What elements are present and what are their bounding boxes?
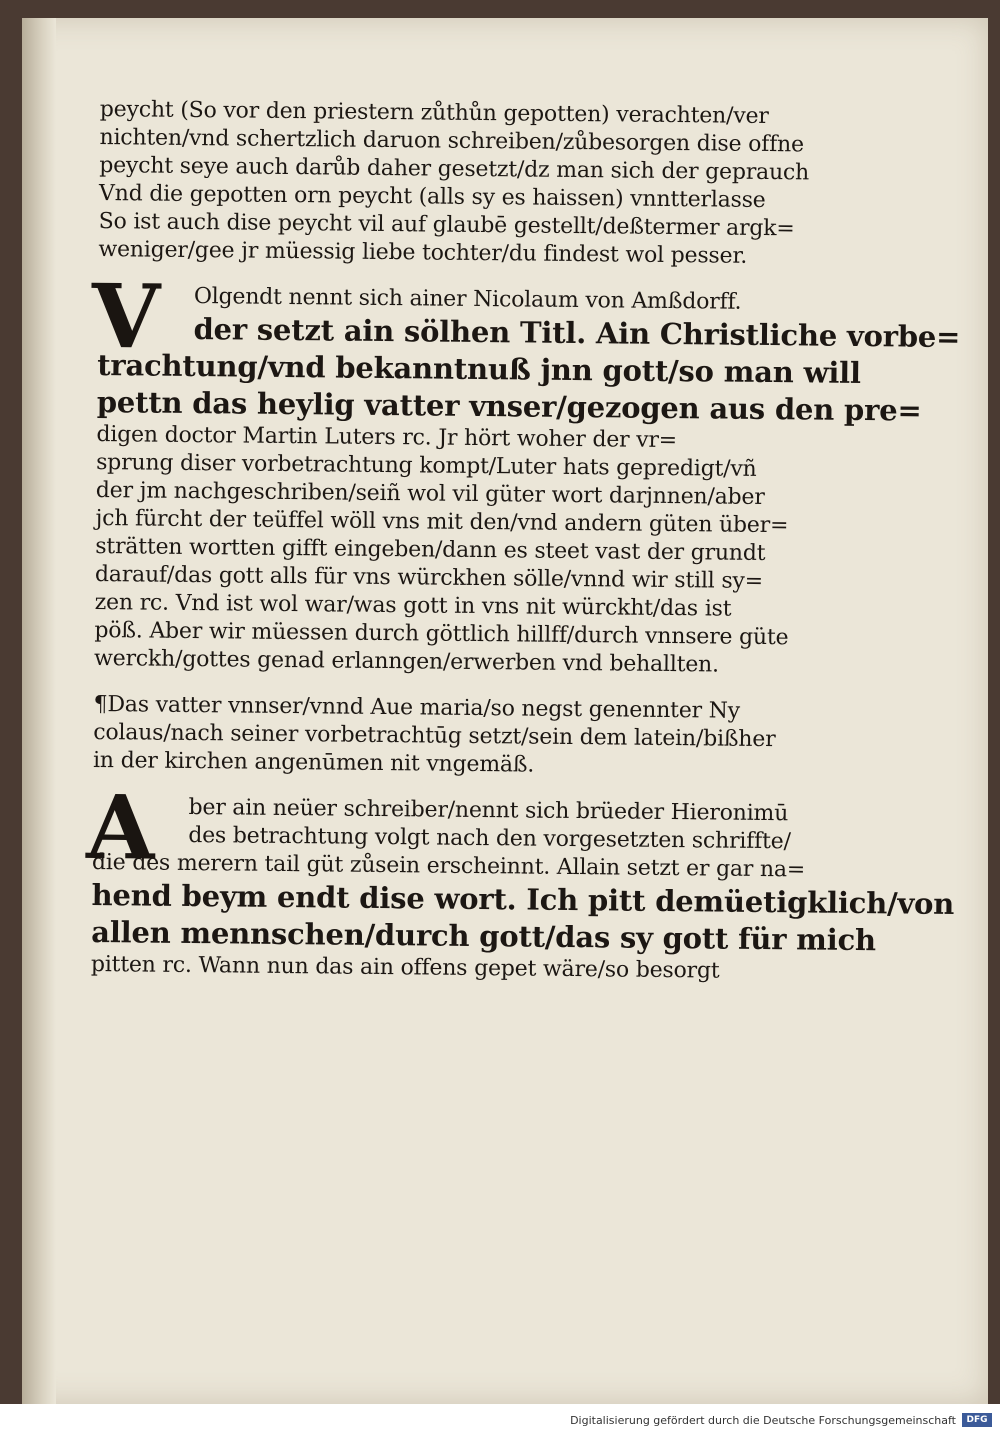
- funding-credit: Digitalisierung gefördert durch die Deutsche Forschungsgemeinschaft: [570, 1414, 956, 1427]
- text-line: strätten wortten gifft eingeben/dann es steet vast der grundt: [95, 533, 766, 566]
- text-line: allen mennschen/durch gott/das sy gott für mich: [91, 914, 877, 958]
- text-line: peycht (So vor den priestern zůthůn gepotten) verachten/ver: [99, 96, 769, 130]
- text-line: des betrachtung volgt nach den vorgesetzten schriffte/: [188, 822, 791, 855]
- text-line: in der kirchen angenūmen nit vngemäß.: [92, 747, 535, 778]
- footer-bar: [0, 1404, 1000, 1440]
- text-line: So ist auch dise peycht vil auf glaubē gestellt/deßtermer argk=: [98, 208, 795, 242]
- text-line: nichten/vnd schertzlich daruon schreiben/zůbesorgen dise offne: [99, 124, 805, 158]
- text-line: trachtung/vnd bekanntnuß jnn gott/so man will: [97, 347, 861, 390]
- text-line: ber ain neüer schreiber/nennt sich brüeder Hieronimū: [188, 794, 789, 827]
- paragraph-4: [85, 774, 955, 987]
- text-line: werckh/gottes genad erlanngen/erwerben vnd behallten.: [93, 645, 720, 678]
- text-line: jch fürcht der teüffel wöll vns mit den/vnd andern güten über=: [95, 505, 789, 539]
- text-line: der jm nachgeschriben/seiñ wol vil güter wort darjnnen/aber: [95, 477, 765, 510]
- text-line: peycht seye auch darůb daher gesetzt/dz man sich der geprauch: [99, 152, 810, 186]
- text-line: colaus/nach seiner vorbetrachtūg setzt/sein dem latein/bißher: [93, 719, 776, 753]
- text-line: ¶Das vatter vnnser/vnnd Aue maria/so negst genennter Ny: [93, 691, 741, 724]
- text-line: hend beym endt dise wort. Ich pitt demüetigklich/von: [91, 877, 955, 921]
- initial-letter: A: [85, 774, 156, 880]
- paragraph-3: [93, 691, 814, 783]
- text-line: darauf/das gott alls für vns würckhen sölle/vnnd wir still sy=: [94, 561, 764, 594]
- text-line: Vnd die gepotten orn peycht (alls sy es haissen) vnntterlasse: [98, 180, 766, 213]
- text-line: pettn das heylig vatter vnser/gezogen aus den pre=: [96, 384, 922, 428]
- book-page: [22, 18, 988, 1404]
- text-line: die des merern tail güt zůsein erscheinnt. Allain setzt er gar na=: [91, 849, 806, 883]
- text-line: pöß. Aber wir müessen durch göttlich hillff/durch vnnsere güte: [94, 617, 789, 651]
- text-line: pitten rc. Wann nun das ain offens gepet wäre/so besorgt: [90, 951, 720, 984]
- text-line: sprung diser vorbetrachtung kompt/Luter hats gepredigt/vñ: [96, 449, 757, 482]
- paragraph-1: [98, 96, 820, 272]
- text-line: zen rc. Vnd ist wol war/was gott in vns nit würckht/das ist: [94, 589, 732, 622]
- page-text: [85, 96, 961, 1004]
- text-line: der setzt ain sölhen Titl. Ain Christliche vorbe=: [193, 311, 961, 355]
- page-gutter: [22, 18, 56, 1404]
- paragraph-2: [91, 263, 961, 681]
- text-line: weniger/gee jr müessig liebe tochter/du findest wol pesser.: [98, 236, 748, 269]
- text-line: Olgendt nennt sich ainer Nicolaum von Amßdorff.: [193, 283, 742, 315]
- dfg-logo-icon: DFG: [962, 1413, 992, 1427]
- text-line: digen doctor Martin Luters rc. Jr hört woher der vr=: [96, 421, 678, 454]
- initial-letter: V: [91, 263, 161, 369]
